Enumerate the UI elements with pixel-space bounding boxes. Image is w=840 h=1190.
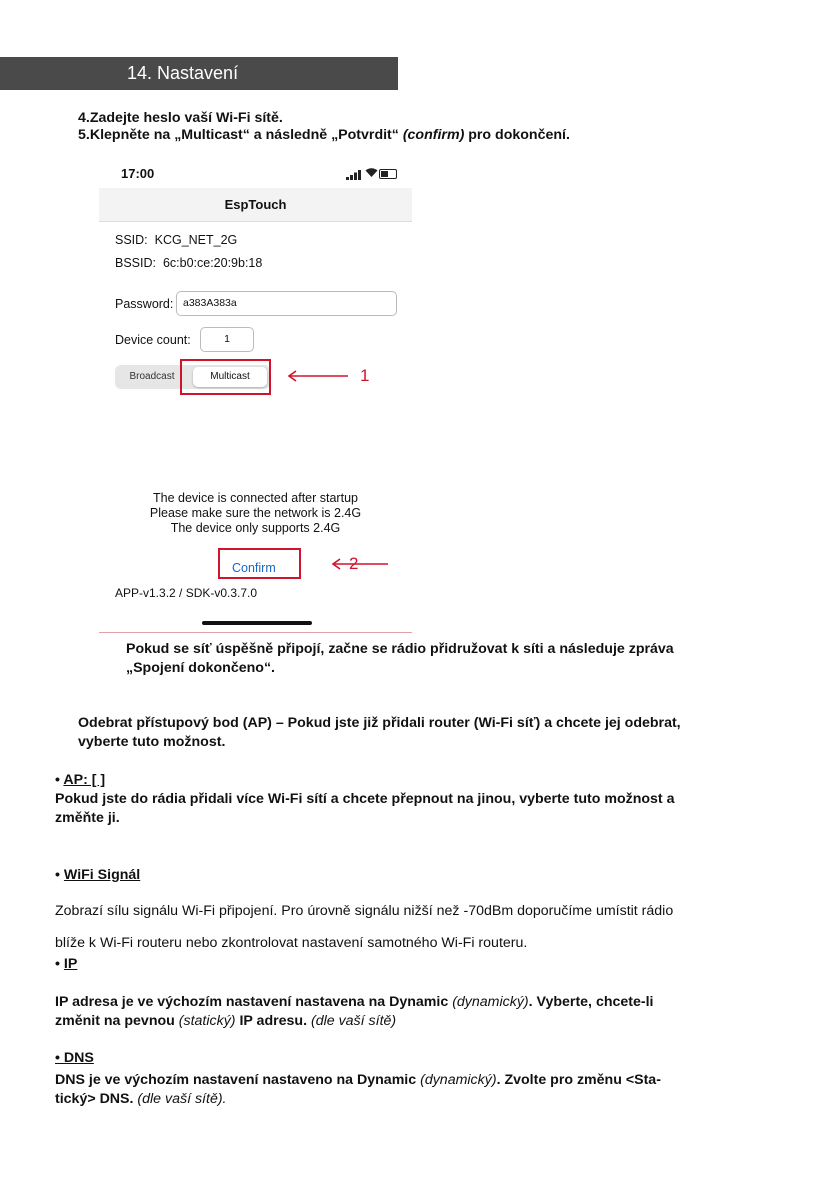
annotation-2: 2 xyxy=(349,554,359,573)
broadcast-button[interactable]: Broadcast xyxy=(129,371,175,382)
ap-line-1: Pokud jste do rádia přidali více Wi-Fi sítí a chcete přepnout na jinou, vyberte tuto možnost a xyxy=(55,791,675,807)
remove-ap-line-1: Odebrat přístupový bod (AP) – Pokud jste již přidali router (Wi-Fi síť) a chcete jej odebrat, xyxy=(78,715,681,731)
info-line-1: The device is connected after startup xyxy=(153,491,358,505)
connect-note-line-1: Pokud se síť úspěšně připojí, začne se rádio přidružovat k síti a následuje zpráva xyxy=(126,641,674,657)
status-bar xyxy=(99,158,412,188)
section-title: 14. Nastavení xyxy=(127,63,239,83)
remove-ap-line-2: vyberte tuto možnost. xyxy=(78,734,226,750)
dns-line-1: DNS je ve výchozím nastavení nastaveno na Dynamic (dynamický). Zvolte pro změnu <Sta- xyxy=(55,1072,661,1088)
wifi-line-1: Zobrazí sílu signálu Wi-Fi připojení. Pro úrovně signálu nižší než -70dBm doporučíme umístit rádio xyxy=(55,903,674,919)
annotation-1: 1 xyxy=(360,366,370,385)
info-line-2: Please make sure the network is 2.4G xyxy=(149,506,362,520)
device-count-field[interactable]: 1 xyxy=(200,327,254,352)
dns-heading: • DNS xyxy=(55,1050,94,1066)
multicast-highlight-box xyxy=(180,359,271,395)
home-indicator xyxy=(202,621,312,625)
wifi-icon xyxy=(365,167,378,181)
arrow-2-icon xyxy=(330,556,390,572)
confirm-button[interactable]: Confirm xyxy=(232,561,276,575)
arrow-1-icon xyxy=(286,368,350,384)
dns-line-2: tický> DNS. (dle vaší sítě). xyxy=(55,1091,227,1107)
step-4: 4.Zadejte heslo vaší Wi-Fi sítě. xyxy=(78,110,283,126)
password-label: Password: xyxy=(115,297,174,311)
phone-bottom-divider xyxy=(99,632,412,633)
wifi-heading: • WiFi Signál xyxy=(55,867,141,883)
ap-line-2: změňte ji. xyxy=(55,810,120,826)
bssid-row: BSSID: 6c:b0:ce:20:9b:18 xyxy=(115,256,263,270)
status-time: 17:00 xyxy=(121,166,155,181)
ap-heading: • AP: [ ] xyxy=(55,772,106,788)
ssid-row: SSID: KCG_NET_2G xyxy=(115,233,238,247)
device-count-label: Device count: xyxy=(115,333,191,347)
ip-heading: • IP xyxy=(55,956,78,972)
ip-line-2: změnit na pevnou (statický) IP adresu. (dle vaší sítě) xyxy=(55,1013,397,1029)
confirm-highlight-box xyxy=(218,548,301,579)
battery-icon xyxy=(379,169,397,179)
connect-note-line-2: „Spojení dokončeno“. xyxy=(126,660,275,676)
nav-bar xyxy=(99,188,412,222)
multicast-button[interactable]: Multicast xyxy=(193,367,267,387)
wifi-line-2: blíže k Wi-Fi routeru nebo zkontrolovat nastavení samotného Wi-Fi routeru. xyxy=(55,935,528,951)
nav-title: EspTouch xyxy=(224,197,287,212)
ip-line-1: IP adresa je ve výchozím nastavení nastavena na Dynamic (dynamický). Vyberte, chcete-li xyxy=(55,994,654,1010)
step-5: 5.Klepněte na „Multicast“ a následně „Potvrdit“ (confirm) pro dokončení. xyxy=(78,127,570,143)
cellular-signal-icon xyxy=(346,170,362,180)
password-field[interactable]: a383A383a xyxy=(176,291,397,316)
version-label: APP-v1.3.2 / SDK-v0.3.7.0 xyxy=(115,586,258,600)
info-line-3: The device only supports 2.4G xyxy=(170,521,341,535)
section-header xyxy=(0,57,398,90)
